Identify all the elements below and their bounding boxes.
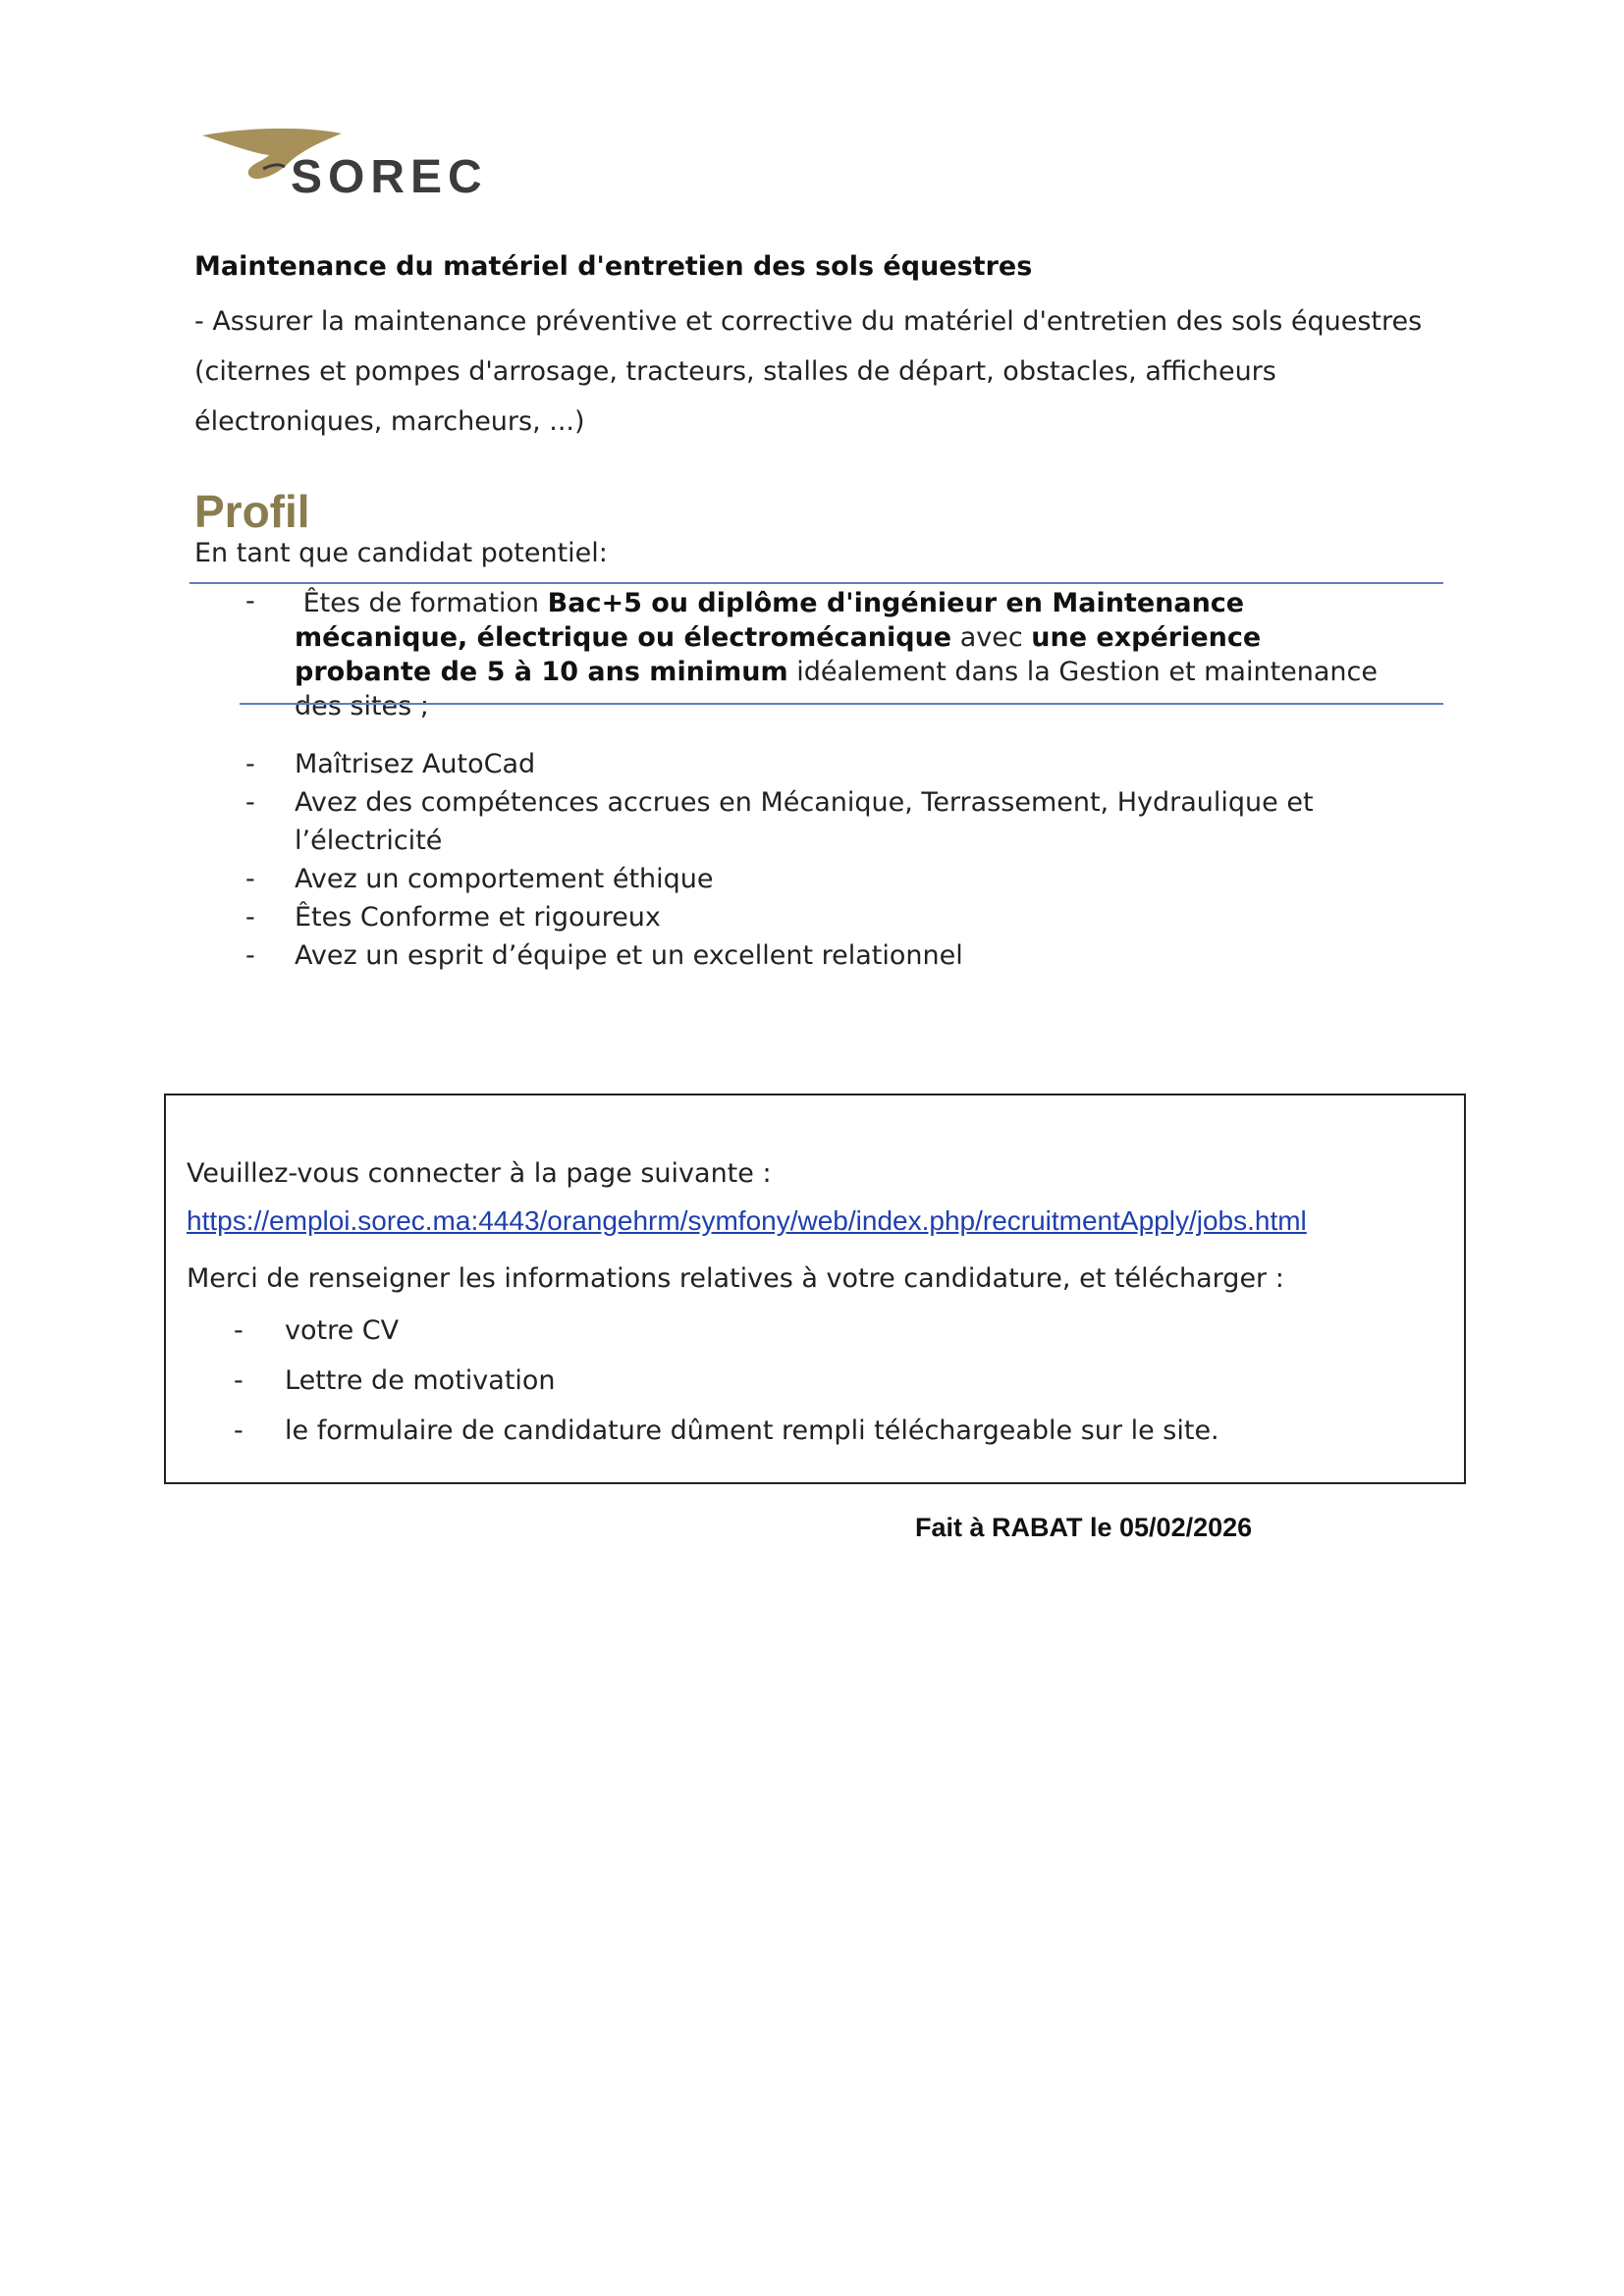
requirement-text: avec: [951, 622, 1032, 653]
description-line: électroniques, marcheurs, ...): [194, 406, 585, 437]
list-item: - votre CV: [230, 1306, 1408, 1356]
application-documents-list: [230, 1306, 1408, 1456]
list-item: - Avez un esprit d’équipe et un excellent relationnel: [244, 936, 1382, 975]
section-description: [194, 296, 1441, 447]
application-instructions: Merci de renseigner les informations relatives à votre candidature, et télécharger :: [187, 1263, 1284, 1294]
description-line: (citernes et pompes d'arrosage, tracteurs, stalles de départ, obstacles, afficheurs: [194, 356, 1276, 387]
profil-intro: En tant que candidat potentiel:: [194, 538, 608, 568]
requirement-text: Êtes de formation: [302, 588, 548, 618]
list-item: - le formulaire de candidature dûment rempli téléchargeable sur le site.: [230, 1406, 1408, 1456]
requirement-experience: une expérience probante de 5 à 10 ans minimum: [295, 622, 1262, 687]
signature-date: Fait à RABAT le 05/02/2026: [915, 1513, 1253, 1542]
list-item: - Lettre de motivation: [230, 1356, 1408, 1406]
section-title: Maintenance du matériel d'entretien des sols équestres: [194, 251, 1033, 282]
application-intro: Veuillez-vous connecter à la page suivante :: [187, 1158, 772, 1189]
logo-wordmark: SOREC: [291, 151, 488, 203]
list-item: - Êtes Conforme et rigoureux: [244, 898, 1382, 936]
divider-top: [189, 582, 1443, 584]
bullet-dash: -: [245, 586, 255, 616]
description-line: - Assurer la maintenance préventive et corrective du matériel d'entretien des sols équestres: [194, 306, 1423, 337]
profil-skills-list: [244, 745, 1382, 975]
list-item: - Maîtrisez AutoCad: [244, 745, 1382, 783]
divider-bottom: [240, 703, 1443, 705]
list-item: - Avez des compétences accrues en Mécanique, Terrassement, Hydraulique et l’électricité: [244, 783, 1382, 860]
requirement-degree: Bac+5 ou diplôme d'ingénieur en Maintenance mécanique, électrique ou électromécanique: [295, 588, 1245, 653]
requirement-text: idéalement dans la Gestion et maintenance des sites ;: [295, 657, 1378, 721]
sorec-logo: [194, 116, 548, 204]
application-link[interactable]: https://emploi.sorec.ma:4443/orangehrm/symfony/web/index.php/recruitmentApply/jobs.html: [187, 1205, 1307, 1236]
list-item: - Avez un comportement éthique: [244, 860, 1382, 898]
profil-heading: Profil: [194, 486, 310, 537]
